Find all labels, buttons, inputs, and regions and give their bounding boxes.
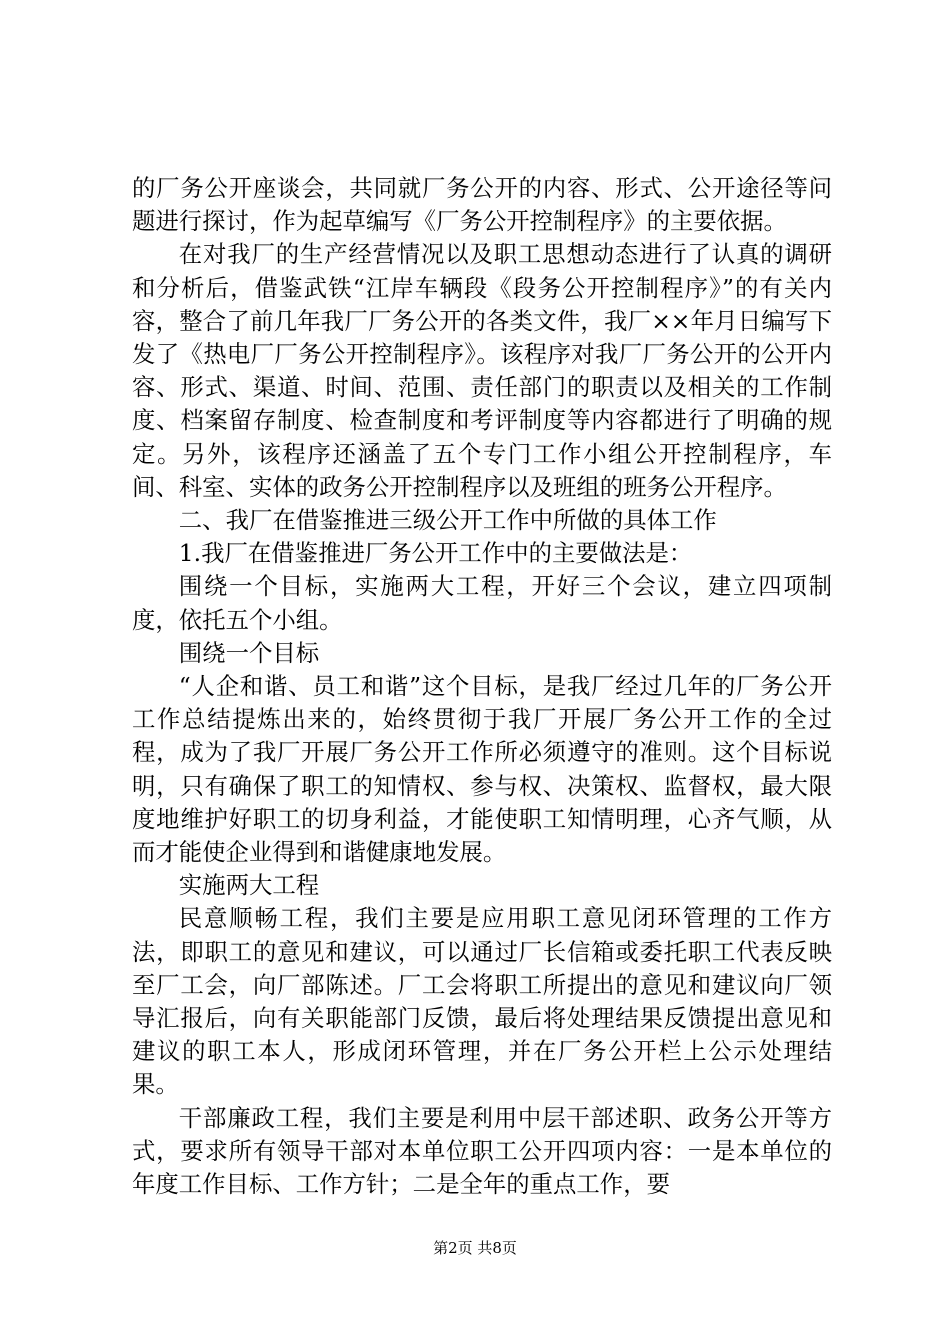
- item-heading: 实施两大工程: [178, 871, 320, 900]
- subsection-heading: 1.我厂在借鉴推进厂务公开工作中的主要做法是：: [178, 539, 693, 568]
- paragraph: 在对我厂的生产经营情况以及职工思想动态进行了认真的调研和分析后，借鉴武铁“江岸车辆段《段务公开控制程序》”的有关内容，整合了前几年我厂厂务公开的各类文件，我厂××年月日编写下发了《热电厂厂务公开控制程序》。该程序对我厂厂务公开的公开内容、形式、渠道、时间、范围、责任部门的职责以及相关的工作制度、档案留存制度、检查制度和考评制度等内容都进行了明确的规定。另外，该程序还涵盖了五个专门工作小组公开控制程序，车间、科室、实体的政务公开控制程序以及班组的班务公开程序。: [132, 240, 832, 501]
- document-body: [132, 172, 832, 1201]
- paragraph: 围绕一个目标，实施两大工程，开好三个会议，建立四项制度，依托五个小组。: [132, 572, 832, 634]
- item-heading: 围绕一个目标: [178, 638, 320, 667]
- section-heading: 二、我厂在借鉴推进三级公开工作中所做的具体工作: [178, 506, 717, 535]
- paragraph: 民意顺畅工程，我们主要是应用职工意见闭环管理的工作方法，即职工的意见和建议，可以通过厂长信箱或委托职工代表反映至厂工会，向厂部陈述。厂工会将职工所提出的意见和建议向厂领导汇报后，向有关职能部门反馈，最后将处理结果反馈提出意见和建议的职工本人，形成闭环管理，并在厂务公开栏上公示处理结果。: [132, 904, 832, 1099]
- paragraph: 干部廉政工程，我们主要是利用中层干部述职、政务公开等方式，要求所有领导干部对本单位职工公开四项内容：一是本单位的年度工作目标、工作方针；二是全年的重点工作，要: [132, 1103, 832, 1199]
- paragraph: 的厂务公开座谈会，共同就厂务公开的内容、形式、公开途径等问题进行探讨，作为起草编写《厂务公开控制程序》的主要依据。: [132, 174, 832, 236]
- paragraph: “人企和谐、员工和谐”这个目标，是我厂经过几年的厂务公开工作总结提炼出来的，始终贯彻于我厂开展厂务公开工作的全过程，成为了我厂开展厂务公开工作所必须遵守的准则。这个目标说明，只有确保了职工的知情权、参与权、决策权、监督权，最大限度地维护好职工的切身利益，才能使职工知情明理，心齐气顺，从而才能使企业得到和谐健康地发展。: [132, 672, 832, 867]
- page-number-footer: 第2页 共8页: [433, 1239, 517, 1257]
